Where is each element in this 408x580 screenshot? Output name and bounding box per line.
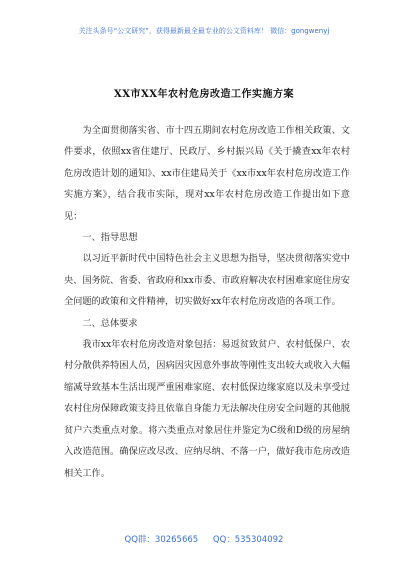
intro-paragraph: 为全面贯彻落实省、市十四五期间农村危房改造工作相关政策、文件要求，依照xx省住建厅、民政厅、乡村振兴局《关于撬查xx年农村危房改造计划的通知》、xx市住建局关于《xx市xx年农村危房改造工作实施方案》，结合我市实际，现对xx年农村危房改造工作提出如下意见： <box>64 125 350 222</box>
footer-contact <box>0 533 408 545</box>
guiding-ideology-paragraph: 以习近平新时代中国特色社会主义思想为指导，坚决贯彻落实党中央、国务院、省委、省政府和xx市委、市政府解决农村困难家庭住房安全问题的政策和文件精神，切实做好xx年农村危房改造的各项工作。 <box>64 253 350 308</box>
footer-qq: QQ：535304092 <box>212 535 284 545</box>
header-promo-note: 关注头条号“公文研究”，获得最新最全最专业的公文资料库！ 微信：gongwenyj <box>78 27 330 35</box>
footer-qq-group: QQ群：30265665 <box>124 535 199 545</box>
section-heading-guiding-ideology: 一、指导思想 <box>82 232 138 244</box>
document-body <box>64 120 350 484</box>
section-heading-general-requirements: 二、总体要求 <box>82 317 138 329</box>
document-title: XX市XX年农村危房改造工作实施方案 <box>113 89 295 100</box>
general-requirements-paragraph: 我市xx年农村危房改造对象包括：易返贫致贫户、农村低保户、农村分散供养特困人员，因病因灾因意外事故等刚性支出较大或收入大幅缩减导致基本生活出现严重困难家庭、农村低保边缘家庭以及未享受过农村住房保障政策支持且依靠自身能力无法解决住房安全问题的其他脱贫户六类重点对象。将六类重点对象居住并鉴定为C级和D级的房屋纳入改造范围。确保应改尽改、应纳尽纳、不落一户，做好我市危房改造相关工作。 <box>64 339 351 479</box>
